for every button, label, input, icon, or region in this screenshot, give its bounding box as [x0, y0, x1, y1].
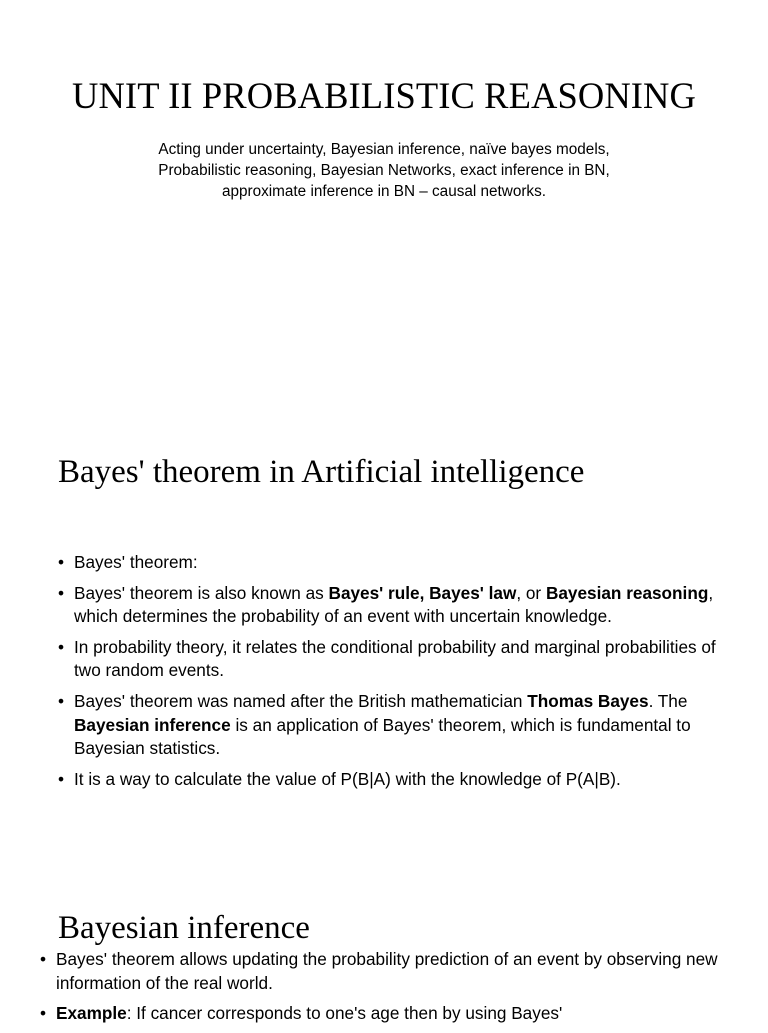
slide-title: Bayes' theorem in Artificial intelligence	[58, 454, 585, 490]
bold-term: Thomas Bayes	[527, 690, 649, 711]
list-item: • It is a way to calculate the value of P(B|A) with the knowledge of P(A|B).	[58, 768, 718, 792]
bold-term: Bayes' rule, Bayes' law	[328, 582, 517, 603]
topics-line-1: Acting under uncertainty, Bayesian inference, naïve bayes models,	[158, 141, 610, 158]
topics-line-3: approximate inference in BN – causal networks.	[222, 182, 546, 200]
slide-title: Bayesian inference	[58, 910, 310, 946]
title-slide	[0, 0, 768, 430]
bold-term: Bayesian inference	[74, 714, 231, 735]
unit-topics	[84, 140, 684, 202]
bullet-list	[40, 948, 730, 1033]
topics-line-2: Probabilistic reasoning, Bayesian Networks, exact inference in BN,	[158, 161, 610, 179]
bold-term: Example	[56, 1003, 127, 1024]
bold-term: Bayesian reasoning	[545, 582, 709, 603]
list-item: • Bayes' theorem:	[58, 551, 718, 575]
bayesian-inference-slide	[0, 860, 768, 1024]
list-item: • Bayes' theorem is also known as Bayes' rule, Bayes' law, or Bayesian reasoning, which determines the probability of an event with uncertain knowledge.	[58, 582, 718, 629]
bullet-list	[58, 551, 718, 798]
unit-title: UNIT II PROBABILISTIC REASONING	[72, 75, 696, 116]
bayes-theorem-slide	[0, 430, 768, 860]
list-item: • Bayes' theorem was named after the British mathematician Thomas Bayes. The Bayesian inference is an application of Bayes' theorem, which is fundamental to Bayesian statistics.	[58, 690, 718, 761]
list-item: • In probability theory, it relates the conditional probability and marginal probabilities of two random events.	[58, 636, 718, 683]
list-item: • Bayes' theorem allows updating the probability prediction of an event by observing new information of the real world.	[40, 948, 730, 995]
list-item: • Example: If cancer corresponds to one's age then by using Bayes'	[40, 1002, 730, 1026]
